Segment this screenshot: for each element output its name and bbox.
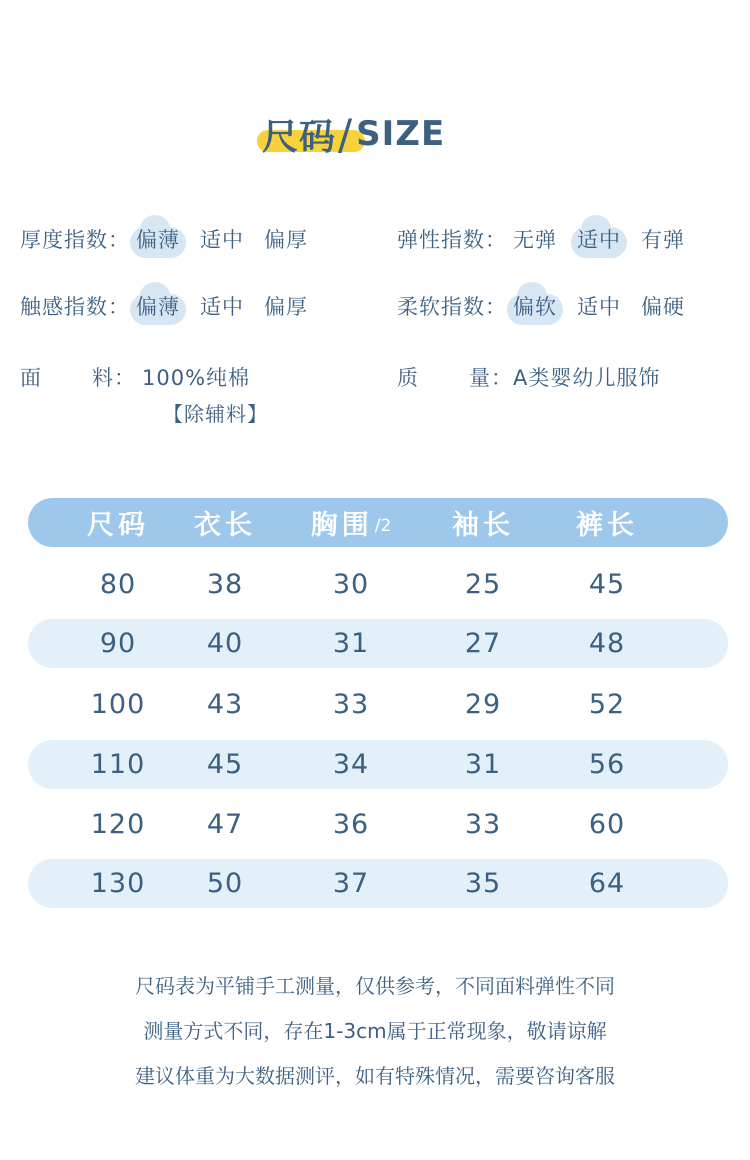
table-row — [28, 560, 728, 609]
title-cn: 尺码 — [262, 116, 337, 158]
thickness-option-thick: 偏厚 — [264, 228, 308, 252]
cell-pants: 56 — [588, 749, 626, 780]
header-chest-suffix: /2 — [374, 515, 392, 536]
cell-length: 50 — [206, 868, 244, 899]
note-line-1: 尺码表为平铺手工测量，仅供参考，不同面料弹性不同 — [135, 974, 615, 998]
softness-option-soft: 偏软 — [507, 291, 563, 321]
note-line-3: 建议体重为大数据测评，如有特殊情况，需要咨询客服 — [135, 1064, 615, 1088]
quality-label-b: 量： — [469, 366, 513, 390]
softness-option-medium: 适中 — [577, 295, 621, 319]
cell-chest: 30 — [332, 569, 370, 600]
quality-label-a: 质 — [397, 366, 419, 390]
elasticity-option-medium: 适中 — [571, 224, 627, 254]
feel-index — [20, 286, 322, 326]
title-en: SIZE — [356, 114, 446, 154]
cell-sleeve: 35 — [464, 868, 502, 899]
cell-sleeve: 33 — [464, 809, 502, 840]
cell-sleeve: 29 — [464, 689, 502, 720]
header-chest — [296, 498, 406, 547]
cell-size: 130 — [90, 868, 146, 899]
fabric-note: 【除辅料】 — [163, 401, 268, 426]
cell-size: 120 — [90, 809, 146, 840]
fabric-label-b: 料： — [92, 366, 136, 390]
cell-pants: 48 — [588, 628, 626, 659]
feel-option-medium: 适中 — [200, 295, 244, 319]
note-line-2: 测量方式不同，存在1-3cm属于正常现象，敬请谅解 — [143, 1019, 607, 1043]
thickness-index — [20, 219, 322, 259]
cell-size: 100 — [90, 689, 146, 720]
cell-chest: 31 — [332, 628, 370, 659]
cell-length: 40 — [206, 628, 244, 659]
cell-length: 38 — [206, 569, 244, 600]
cell-chest: 37 — [332, 868, 370, 899]
cell-length: 43 — [206, 689, 244, 720]
fabric-row — [20, 357, 250, 397]
fabric-value: 100%纯棉 — [142, 366, 251, 390]
table-row — [28, 800, 728, 849]
table-row — [28, 680, 728, 729]
header-size: 尺码 — [87, 510, 149, 541]
cell-pants: 60 — [588, 809, 626, 840]
cell-chest: 34 — [332, 749, 370, 780]
feel-option-thin: 偏薄 — [130, 291, 186, 321]
fabric-label-a: 面 — [20, 366, 42, 390]
cell-size: 90 — [99, 628, 137, 659]
softness-option-hard: 偏硬 — [641, 295, 685, 319]
softness-label: 柔软指数： — [397, 295, 507, 319]
softness-index — [397, 286, 699, 326]
table-row — [28, 619, 728, 668]
table-row — [28, 859, 728, 908]
cell-sleeve: 25 — [464, 569, 502, 600]
elasticity-index — [397, 219, 699, 259]
header-length: 衣长 — [194, 510, 256, 541]
elasticity-option-high: 有弹 — [641, 228, 685, 252]
feel-label: 触感指数： — [20, 295, 130, 319]
table-header — [28, 498, 728, 547]
elasticity-label: 弹性指数： — [397, 228, 507, 252]
page-title — [262, 104, 445, 164]
header-chest-label: 胸围 — [310, 510, 373, 541]
quality-row — [397, 357, 660, 397]
elasticity-option-none: 无弹 — [513, 228, 557, 252]
table-row — [28, 740, 728, 789]
cell-length: 47 — [206, 809, 244, 840]
cell-chest: 33 — [332, 689, 370, 720]
thickness-label: 厚度指数： — [20, 228, 130, 252]
cell-sleeve: 31 — [464, 749, 502, 780]
cell-pants: 64 — [588, 868, 626, 899]
cell-chest: 36 — [332, 809, 370, 840]
header-sleeve: 袖长 — [452, 510, 514, 541]
thickness-option-thin: 偏薄 — [130, 224, 186, 254]
cell-length: 45 — [206, 749, 244, 780]
cell-pants: 52 — [588, 689, 626, 720]
quality-value: A类婴幼儿服饰 — [513, 366, 661, 390]
title-slash: / — [338, 109, 353, 159]
cell-size: 110 — [90, 749, 146, 780]
header-pants: 裤长 — [576, 510, 638, 541]
cell-pants: 45 — [588, 569, 626, 600]
thickness-option-medium: 适中 — [200, 228, 244, 252]
feel-option-thick: 偏厚 — [264, 295, 308, 319]
cell-sleeve: 27 — [464, 628, 502, 659]
cell-size: 80 — [99, 569, 137, 600]
